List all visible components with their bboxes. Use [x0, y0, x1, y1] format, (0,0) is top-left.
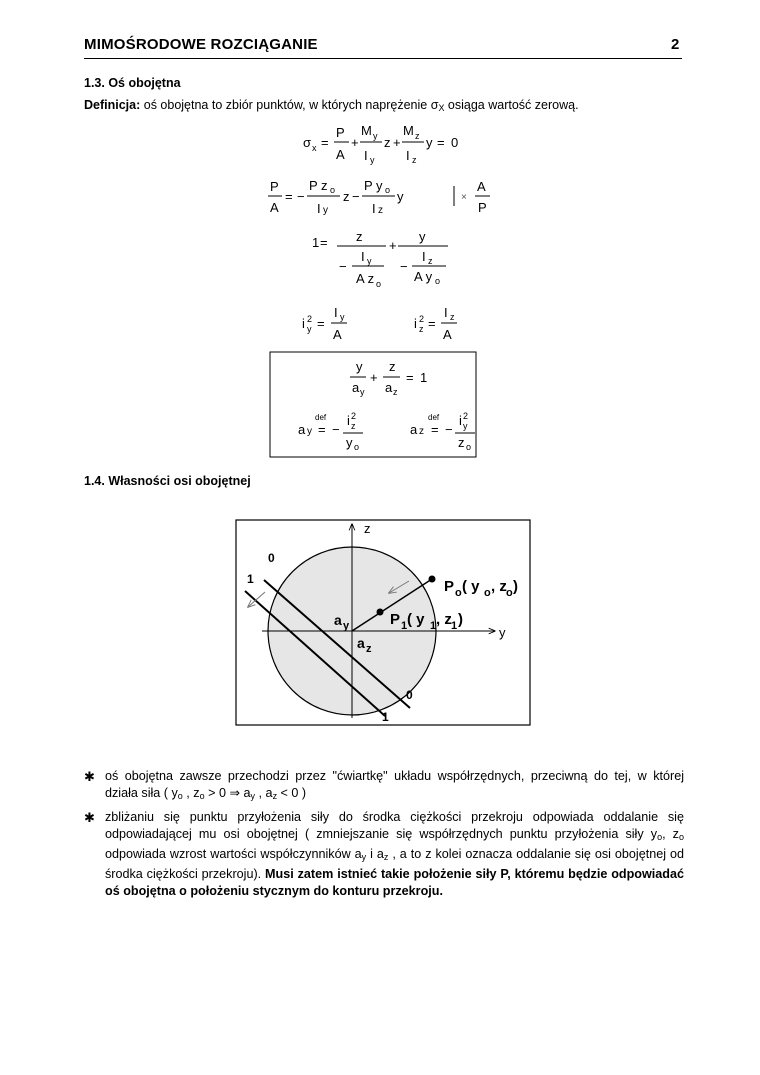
box-eq-def2: =: [431, 422, 439, 437]
eq1-I2: I: [406, 148, 410, 163]
eq1-plus1: +: [351, 135, 359, 150]
point-P1-coords-a: ( y: [407, 611, 425, 628]
box-ay-y: y: [307, 426, 312, 437]
box-i1-sq: 2: [351, 411, 357, 421]
point-Po-z-sub: o: [506, 587, 513, 599]
eq2-Py: P y: [364, 178, 383, 193]
box-y: y: [356, 359, 363, 374]
line-0-top-label: 0: [268, 551, 275, 565]
eq4-iz-sub: z: [419, 324, 424, 334]
axis-z-label: z: [364, 521, 371, 536]
definition-text-b: osiąga wartość zerową.: [444, 98, 579, 112]
eq1-eq: =: [321, 135, 329, 150]
eq4-sq1: 2: [307, 314, 313, 324]
eq2-I2: I: [372, 201, 376, 216]
section-heading-13: 1.3. Oś obojętna: [84, 76, 181, 90]
eq4-eq2: =: [428, 316, 436, 331]
eq3-Az-sub: o: [376, 279, 382, 289]
eq2-z: z: [343, 189, 350, 204]
box-i2-sq: 2: [463, 411, 469, 421]
point-Po-label: P: [444, 578, 455, 595]
eq3-Iz-sub: z: [428, 256, 433, 266]
box-i1: i: [347, 413, 350, 428]
eq3-plus: +: [389, 238, 397, 253]
section-heading-14: 1.4. Własności osi obojętnej: [84, 474, 251, 488]
eq2-A2: A: [477, 179, 486, 194]
definition-sub: X: [438, 103, 445, 113]
star-bullet-icon: ✱: [84, 810, 95, 825]
eq3-I1: I: [361, 249, 365, 264]
label-az-a: a: [357, 635, 365, 651]
eq1-P: P: [336, 125, 345, 140]
point-Po-dot: [429, 576, 436, 583]
axis-y-label: y: [499, 625, 506, 640]
box-az-sub: z: [393, 387, 398, 397]
box-minus1: −: [332, 422, 340, 437]
eq1-eq2: =: [437, 135, 445, 150]
eq4-i2: i: [414, 316, 417, 331]
eq1-Mz-sub: z: [415, 131, 420, 141]
label-ay-a: a: [334, 612, 342, 628]
eq1-x: x: [312, 143, 317, 153]
eq1-I: I: [364, 148, 368, 163]
eq2-Iy-sub: y: [323, 205, 328, 216]
point-Po-y-sub: o: [484, 587, 491, 599]
eq4-sq2: 2: [419, 314, 425, 324]
eq4-I1: I: [334, 305, 338, 320]
eq2-y: y: [397, 189, 404, 204]
eq2-minus1: −: [297, 189, 305, 204]
eq2-times: ×: [461, 192, 467, 203]
box-i1-sub: z: [351, 421, 356, 431]
eq3-y: y: [419, 229, 426, 244]
point-P1-z-sub: 1: [451, 620, 458, 632]
box-a1: a: [352, 380, 360, 395]
eq1-plus2: +: [393, 135, 401, 150]
point-P1-coords-b: , z: [436, 611, 452, 628]
eq4-eq1: =: [317, 316, 325, 331]
line-1-top-label: 1: [247, 572, 254, 586]
conclusion-bold: Musi zatem istnieć takie położenie siły P, któremu będzie odpowiadać oś obojętna o położeniu stycznym do konturu przekroju.: [105, 867, 685, 898]
eq3-Az: A z: [356, 271, 375, 286]
box-i2-sub: y: [463, 421, 468, 431]
eq4-A1: A: [333, 327, 342, 342]
point-P1-y-sub: 1: [430, 620, 437, 632]
eq4-iy-sub: y: [307, 324, 312, 334]
box-az-a: a: [410, 422, 418, 437]
box-a2: a: [385, 380, 393, 395]
box-z0: z: [458, 435, 465, 450]
box-ay-sub: y: [360, 387, 365, 397]
box-ay-a: a: [298, 422, 306, 437]
list-item: ✱ oś obojętna zawsze przechodzi przez "ćwiartkę" układu współrzędnych, przeciwną do tej, w której działa siła ( $y_o$ , $z_o > 0$ ⇒ $a_y$ , $a_z < 0$ ): [84, 769, 684, 801]
eq4-Iz-sub: z: [450, 312, 455, 322]
box-i2: i: [459, 413, 462, 428]
star-bullet-icon: ✱: [84, 769, 95, 784]
eq3-Ay: A y: [414, 269, 433, 284]
label-ay-sub: y: [343, 620, 350, 632]
box-one: 1: [420, 370, 428, 385]
box-z0-sub: o: [466, 442, 472, 452]
eq1-My-sub: y: [373, 131, 378, 141]
eq1-Iy-sub: y: [370, 155, 375, 165]
eq3-I2: I: [422, 249, 426, 264]
eq4-i1: i: [302, 316, 305, 331]
eq3-minus1: −: [339, 259, 347, 274]
eq4-Iy-sub: y: [340, 312, 345, 322]
point-Po-coords-c: ): [513, 578, 518, 595]
eq1-y: y: [426, 135, 433, 150]
box-az-z: z: [419, 426, 424, 437]
eq1-sigma: σ: [303, 135, 312, 150]
box-z: z: [389, 359, 396, 374]
point-P1-dot: [377, 609, 384, 616]
box-def1: def: [315, 413, 327, 422]
box-y0-sub: o: [354, 442, 360, 452]
eq3-Iy-sub: y: [367, 256, 372, 266]
eq2-Iz-sub: z: [378, 205, 383, 216]
line-0-bottom-label: 0: [406, 688, 413, 702]
page-number: 2: [671, 36, 680, 53]
eq2-Py-sub: o: [385, 185, 391, 195]
point-P1-coords-c: ): [458, 611, 463, 628]
box-y0: y: [346, 435, 353, 450]
line-1-bottom-label: 1: [382, 710, 389, 724]
eq4-A2: A: [443, 327, 452, 342]
list-item: ✱ zbliżaniu się punktu przyłożenia siły do środka ciężkości przekroju odpowiada oddalanie się odpowiadającej mu osi obojętnej ( zmniejszanie się współrzędnych punktu przyłożenia siły $y_o$, $z_o$ odpowiada wzrost wartości współczynników $a_y$ i $a_z$ , a to z kolei oznacza oddalanie się osi obojętnej od środka ciężkości przekroju). Musi zatem istnieć takie położenie siły P, któremu będzie odpowiadać oś obojętna o położeniu stycznym do konturu przekroju.: [84, 810, 685, 898]
eq3-one: 1: [312, 235, 320, 250]
box-minus2: −: [445, 422, 453, 437]
definition-text-a: oś obojętna to zbiór punktów, w których naprężenie σ: [140, 98, 439, 112]
box-plus: +: [370, 370, 378, 385]
eq1-M: M: [361, 123, 372, 138]
eq4-I2: I: [444, 305, 448, 320]
point-Po-sub: o: [455, 587, 462, 599]
point-P1-sub: 1: [401, 620, 408, 632]
eq2-minus2: −: [352, 189, 360, 204]
point-Po-coords-b: , z: [491, 578, 507, 595]
eq3-z: z: [356, 229, 363, 244]
eq3-Ay-sub: o: [435, 276, 441, 286]
eq3-eq: =: [320, 235, 328, 250]
eq1-z: z: [384, 135, 391, 150]
eq2-I1: I: [317, 201, 321, 216]
eq2-eq: =: [285, 189, 293, 204]
properties-list: [84, 768, 684, 904]
eq2-P2: P: [478, 200, 487, 215]
point-Po-coords-a: ( y: [462, 578, 480, 595]
label-az-sub: z: [366, 643, 372, 655]
eq1-Iz-sub: z: [412, 155, 417, 165]
eq1-M2: M: [403, 123, 414, 138]
definition-label: Definicja:: [84, 98, 141, 112]
eq1-A: A: [336, 147, 345, 162]
page-header-title: MIMOŚRODOWE ROZCIĄGANIE: [84, 36, 318, 53]
box-eq-def1: =: [318, 422, 326, 437]
point-P1-label: P: [390, 611, 401, 628]
eq2-Pz: P z: [309, 178, 328, 193]
box-def2: def: [428, 413, 440, 422]
box-eq: =: [406, 370, 414, 385]
eq1-zero: 0: [451, 135, 459, 150]
eq2-P: P: [270, 179, 279, 194]
eq3-minus2: −: [400, 259, 408, 274]
eq2-A: A: [270, 200, 279, 215]
eq2-Pz-sub: o: [330, 185, 336, 195]
